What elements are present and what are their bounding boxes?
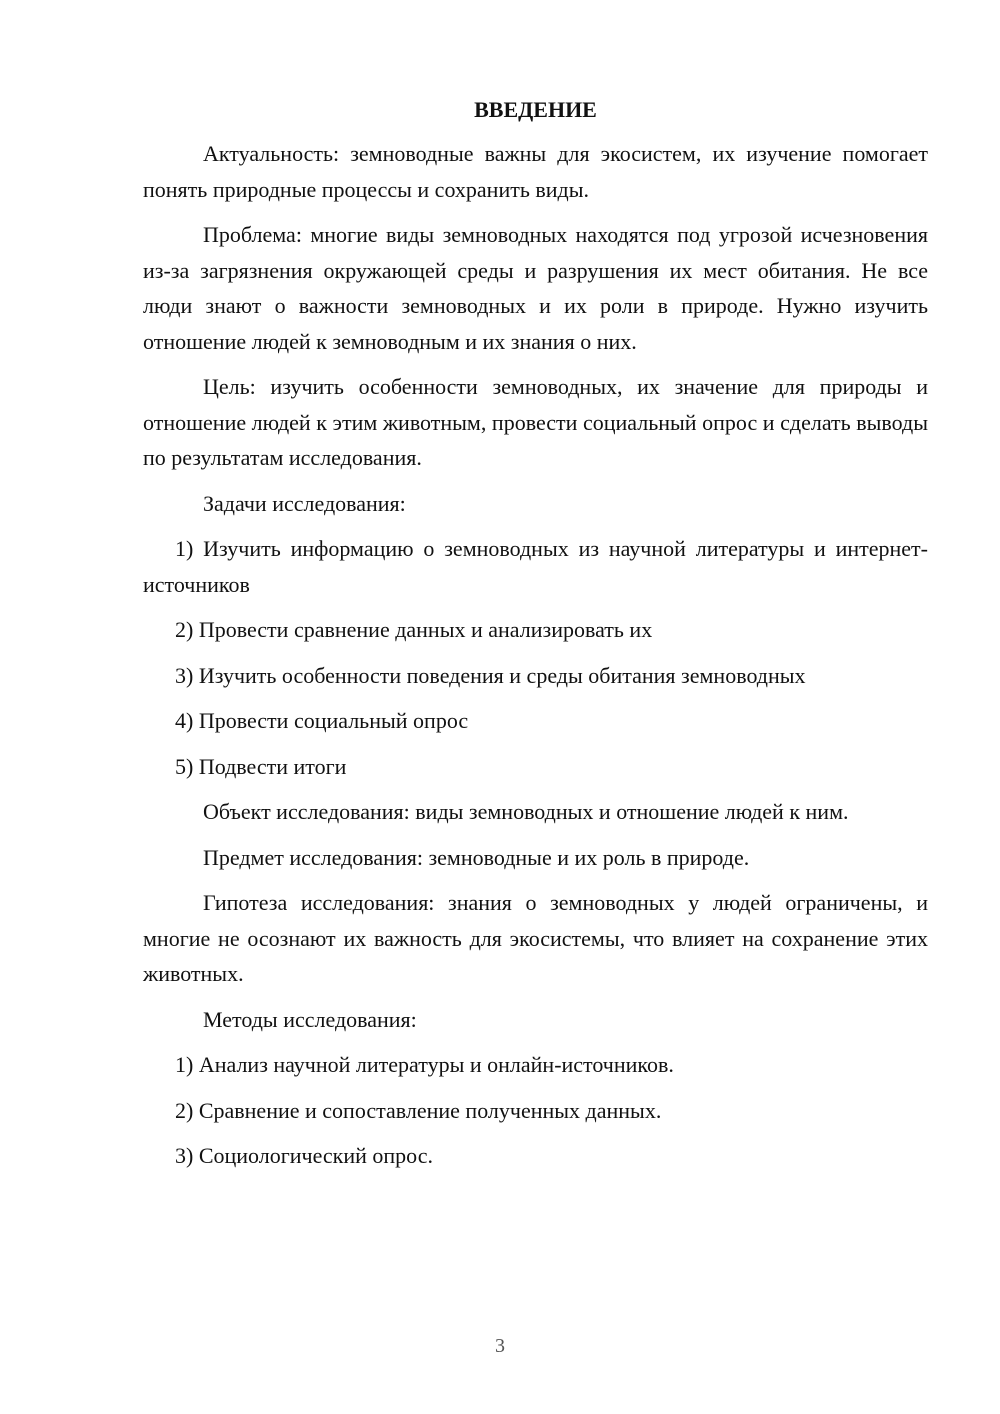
page-number: 3	[495, 1335, 505, 1357]
problem-paragraph: Проблема: многие виды земноводных находятся под угрозой исчезновения из-за загрязнения окружающей среды и разрушения их мест обитания. Не все люди знают о важности земноводных и их роли в природе. Нужно изучить отношение людей к земноводным и их знания о них.	[143, 222, 928, 354]
object-paragraph: Объект исследования: виды земноводных и отношение людей к ним.	[203, 799, 849, 824]
page-content	[143, 94, 928, 1184]
method-item: 2) Сравнение и сопоставление полученных данных.	[175, 1097, 662, 1123]
relevance-paragraph: Актуальность: земноводные важны для экосистем, их изучение помогает понять природные процессы и сохранить виды.	[143, 141, 928, 202]
section-heading: ВВЕДЕНИЕ	[474, 97, 597, 122]
tasks-title: Задачи исследования:	[203, 490, 406, 516]
task-item: 5) Подвести итоги	[175, 753, 347, 779]
method-item: 1) Анализ научной литературы и онлайн-источников.	[175, 1052, 674, 1077]
subject-paragraph: Предмет исследования: земноводные и их роль в природе.	[203, 844, 750, 870]
methods-title: Методы исследования:	[203, 1006, 417, 1032]
task-item: 3) Изучить особенности поведения и среды обитания земноводных	[175, 662, 806, 688]
task-item: 1) Изучить информацию о земноводных из научной литературы и интернет-источников	[143, 536, 928, 597]
hypothesis-paragraph: Гипотеза исследования: знания о земноводных у людей ограничены, и многие не осознают их важность для экосистемы, что влияет на сохранение этих животных.	[143, 890, 928, 986]
task-item: 2) Провести сравнение данных и анализировать их	[175, 617, 653, 642]
method-item: 3) Социологический опрос.	[175, 1143, 433, 1168]
goal-paragraph: Цель: изучить особенности земноводных, их значение для природы и отношение людей к этим животным, провести социальный опрос и сделать выводы по результатам исследования.	[143, 374, 928, 470]
task-item: 4) Провести социальный опрос	[175, 708, 469, 733]
